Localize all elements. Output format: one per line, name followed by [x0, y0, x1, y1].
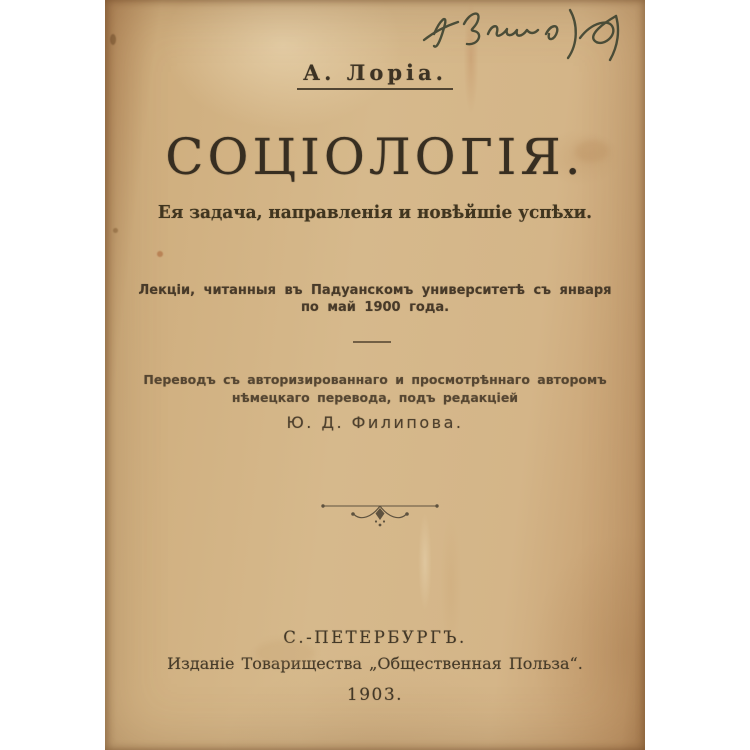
paper-stain: [575, 140, 609, 162]
paper-stain: [255, 640, 315, 666]
section-divider-rule: [353, 341, 391, 343]
translator-name: Ю. Д. Филипова.: [286, 413, 464, 432]
paper-stain: [157, 251, 163, 257]
handwriting-signature-icon: [420, 4, 645, 66]
translation-note-line1: Переводъ съ авторизированнаго и просмотрѣннаго авторомъ: [143, 372, 607, 387]
imprint-city: С.-ПЕТЕРБУРГЪ.: [283, 628, 467, 647]
lecture-note-line1: Лекціи, читанныя въ Падуанскомъ университетѣ съ января: [138, 283, 612, 298]
translation-note-line2: нѣмецкаго перевода, подъ редакціей: [231, 389, 519, 405]
book-subtitle: Ея задача, направленія и новѣйшіе успѣхи.: [157, 202, 593, 223]
author-name: [105, 60, 645, 90]
book-title: СОЦІОЛОГІЯ.: [165, 128, 585, 186]
imprint-publisher: Изданіе Товарищества „Общественная Польза“.: [167, 654, 583, 673]
lecture-note-line2: по май 1900 года.: [300, 300, 450, 315]
translation-note: [105, 371, 645, 406]
imprint-year: 1903.: [346, 685, 404, 705]
author-name-underlined: А. Лоріа.: [297, 60, 453, 90]
paper-stain: [113, 228, 118, 233]
paper-stain: [110, 34, 116, 45]
book-title-page: [105, 0, 645, 750]
flourish-divider-icon: [319, 499, 441, 533]
lecture-note: [105, 282, 645, 316]
